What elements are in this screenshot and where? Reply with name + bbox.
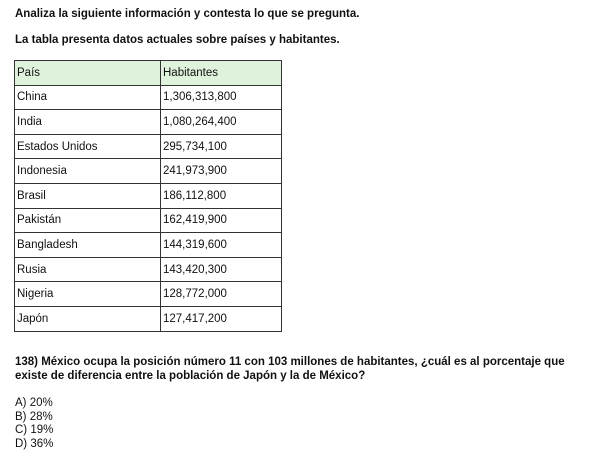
cell-country: Bangladesh	[15, 233, 161, 258]
cell-population: 144,319,600	[161, 233, 282, 258]
answer-options	[15, 397, 53, 451]
cell-country: Rusia	[15, 257, 161, 282]
table-row	[15, 208, 282, 233]
answer-option: C) 19%	[15, 424, 54, 436]
header-population: Habitantes	[161, 61, 282, 86]
table-row	[15, 306, 282, 331]
cell-population: 162,419,900	[161, 208, 282, 233]
answer-option: A) 20%	[15, 397, 53, 409]
cell-population: 128,772,000	[161, 282, 282, 307]
answer-option: D) 36%	[15, 437, 54, 450]
cell-country: India	[15, 110, 161, 135]
answer-option: B) 28%	[15, 410, 53, 423]
population-table	[14, 60, 282, 332]
table-row	[15, 282, 282, 307]
cell-population: 295,734,100	[161, 134, 282, 159]
cell-population: 186,112,800	[161, 183, 282, 208]
cell-country: Nigeria	[15, 282, 161, 307]
cell-country: Estados Unidos	[15, 134, 161, 159]
cell-population: 127,417,200	[161, 306, 282, 331]
table-row	[15, 134, 282, 159]
table-header-row	[15, 61, 282, 86]
cell-country: China	[15, 85, 161, 110]
question-text: 138) México ocupa la posición número 11 con 103 millones de habitantes, ¿cuál es al porcentaje que existe de diferencia entre la población de Japón y la de México?	[15, 356, 565, 382]
cell-country: Indonesia	[15, 159, 161, 184]
cell-country: Japón	[15, 306, 161, 331]
table-row	[15, 85, 282, 110]
cell-population: 1,306,313,800	[161, 85, 282, 110]
cell-population: 143,420,300	[161, 257, 282, 282]
table-row	[15, 257, 282, 282]
cell-population: 1,080,264,400	[161, 110, 282, 135]
table-body	[15, 85, 282, 331]
header-country: País	[15, 61, 161, 86]
instruction-text: Analiza la siguiente información y contesta lo que se pregunta.	[15, 8, 360, 20]
cell-country: Pakistán	[15, 208, 161, 233]
table-row	[15, 183, 282, 208]
table-row	[15, 110, 282, 135]
table-row	[15, 159, 282, 184]
cell-population: 241,973,900	[161, 159, 282, 184]
intro-text: La tabla presenta datos actuales sobre países y habitantes.	[15, 34, 340, 46]
table-row	[15, 233, 282, 258]
cell-country: Brasil	[15, 183, 161, 208]
